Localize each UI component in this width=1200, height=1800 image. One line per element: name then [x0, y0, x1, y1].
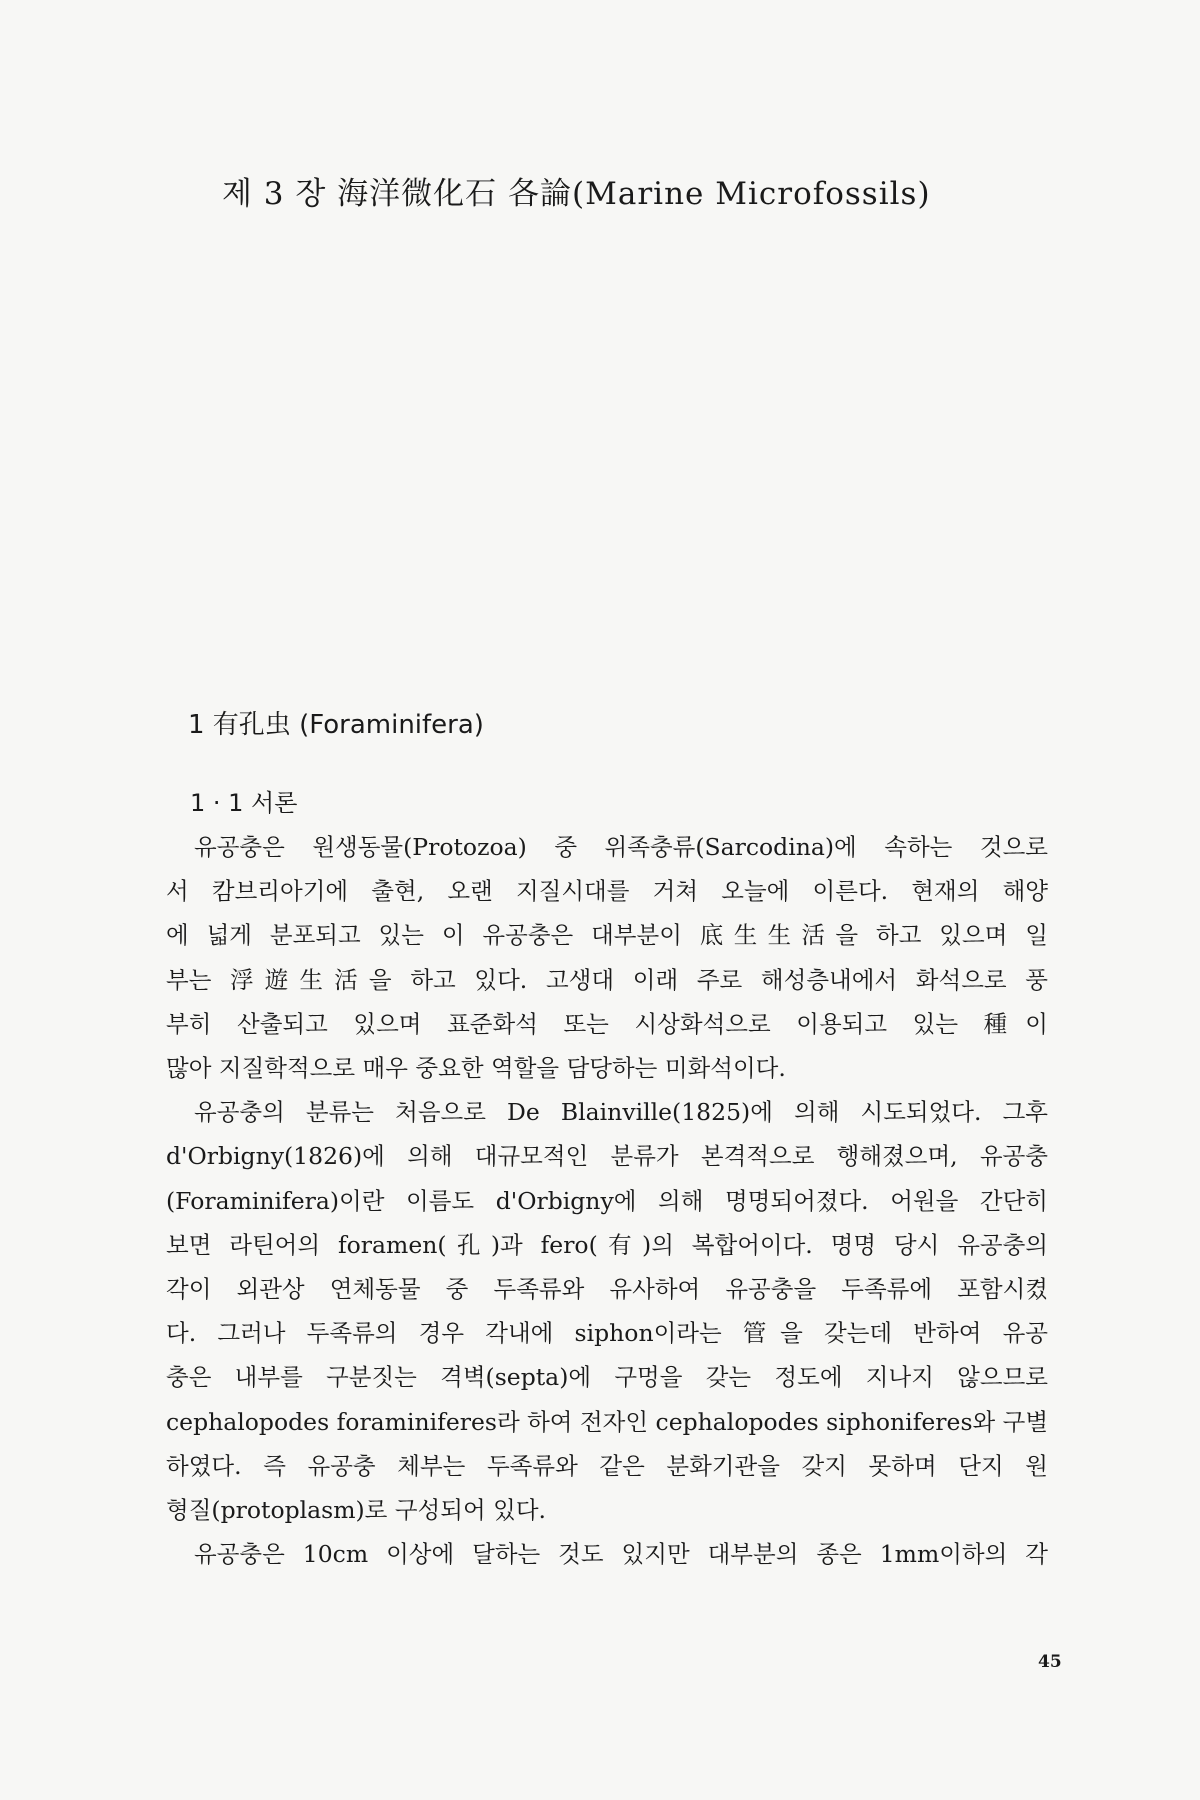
- text-line: d'Orbigny(1826)에 의해 대규모적인 분류가 본격적으로 행해졌으며, 유공충: [166, 1142, 1048, 1171]
- text-line: 에 넓게 분포되고 있는 이 유공충은 대부분이 底生生活을 하고 있으며 일: [166, 921, 1048, 950]
- text-line: 형질(protoplasm)로 구성되어 있다.: [166, 1496, 546, 1525]
- text-line: 충은 내부를 구분짓는 격벽(septa)에 구멍을 갖는 정도에 지나지 않으므로: [166, 1363, 1048, 1392]
- text-line: 유공충은 10cm 이상에 달하는 것도 있지만 대부분의 종은 1mm이하의 각: [194, 1540, 1048, 1569]
- text-line: 각이 외관상 연체동물 중 두족류와 유사하여 유공충을 두족류에 포함시켰: [166, 1275, 1048, 1304]
- text-line: 유공충의 분류는 처음으로 De Blainville(1825)에 의해 시도되었다. 그후: [194, 1098, 1048, 1127]
- section-title: 1 有孔虫 (Foraminifera): [188, 710, 484, 740]
- text-line: cephalopodes foraminiferes라 하여 전자인 cephalopodes siphoniferes와 구별: [166, 1407, 1049, 1436]
- body-text: [166, 825, 1048, 1576]
- subsection-title: 1 · 1 서론: [190, 789, 298, 817]
- text-line: 보면 라틴어의 foramen(孔)과 fero(有)의 복합어이다. 명명 당시 유공충의: [166, 1230, 1048, 1259]
- text-line: 부는 浮遊生活을 하고 있다. 고생대 이래 주로 해성층내에서 화석으로 풍: [166, 965, 1048, 994]
- page-number: 45: [1038, 1652, 1062, 1672]
- text-line: 서 캄브리아기에 출현, 오랜 지질시대를 거쳐 오늘에 이른다. 현재의 해양: [166, 877, 1048, 906]
- text-line: 많아 지질학적으로 매우 중요한 역할을 담당하는 미화석이다.: [166, 1054, 786, 1083]
- text-line: 부히 산출되고 있으며 표준화석 또는 시상화석으로 이용되고 있는 種이: [166, 1009, 1048, 1038]
- text-line: 다. 그러나 두족류의 경우 각내에 siphon이라는 管을 갖는데 반하여 유공: [166, 1319, 1048, 1348]
- text-line: (Foraminifera)이란 이름도 d'Orbigny에 의해 명명되어졌다. 어원을 간단히: [166, 1186, 1048, 1215]
- chapter-title: 제 3 장 海洋微化石 各論(Marine Microfossils): [222, 176, 931, 212]
- text-line: 하였다. 즉 유공충 체부는 두족류와 같은 분화기관을 갖지 못하며 단지 원: [166, 1451, 1048, 1480]
- text-line: 유공충은 원생동물(Protozoa) 중 위족충류(Sarcodina)에 속하는 것으로: [194, 833, 1048, 861]
